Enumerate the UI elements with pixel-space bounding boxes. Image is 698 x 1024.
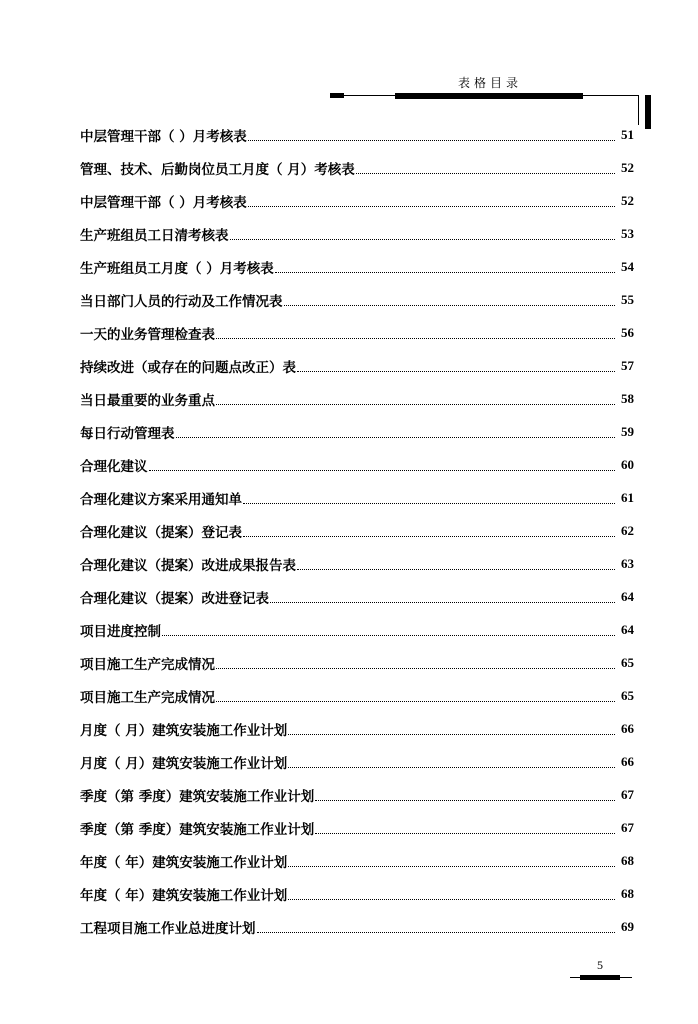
toc-entry-page: 52: [621, 159, 634, 175]
toc-dot-leader: [176, 427, 616, 438]
toc-dot-leader: [230, 229, 616, 240]
toc-entry[interactable]: [80, 778, 634, 811]
toc-entry[interactable]: [80, 283, 634, 316]
toc-entry-title: 季度（第 季度）建筑安装施工作业计划: [80, 821, 315, 838]
toc-entry[interactable]: [80, 745, 634, 778]
toc-dot-leader: [162, 625, 615, 636]
toc-entry[interactable]: [80, 844, 634, 877]
toc-entry-page: 53: [621, 225, 634, 241]
toc-dot-leader: [297, 361, 615, 372]
toc-entry-title: 管理、技术、后勤岗位员工月度（ 月）考核表: [80, 161, 355, 178]
toc-entry-title: 合理化建议方案采用通知单: [80, 491, 242, 508]
toc-entry[interactable]: [80, 613, 634, 646]
toc-entry[interactable]: [80, 910, 634, 943]
toc-dot-leader: [315, 823, 615, 834]
toc-entry-page: 59: [621, 423, 634, 439]
header-rule-vertical-thick: [645, 95, 651, 129]
toc-dot-leader: [297, 559, 615, 570]
toc-entry-page: 61: [621, 489, 634, 505]
toc-entry-title: 持续改进（或存在的问题点改正）表: [80, 359, 296, 376]
toc-entry[interactable]: [80, 679, 634, 712]
toc-entry-page: 52: [621, 192, 634, 208]
footer-rule-thick: [580, 975, 620, 980]
toc-entry-page: 60: [621, 456, 634, 472]
toc-entry-title: 一天的业务管理检查表: [80, 326, 215, 343]
toc-entry[interactable]: [80, 877, 634, 910]
toc-dot-leader: [270, 592, 615, 603]
header-rule-left-block: [330, 93, 344, 98]
toc-entry-page: 56: [621, 324, 634, 340]
toc-entry-page: 66: [621, 720, 634, 736]
toc-entry-title: 合理化建议（提案）登记表: [80, 524, 242, 541]
toc-dot-leader: [288, 889, 615, 900]
toc-entry-title: 项目进度控制: [80, 623, 161, 640]
toc-entry-title: 工程项目施工作业总进度计划: [80, 920, 256, 937]
toc-entry-title: 当日部门人员的行动及工作情况表: [80, 293, 283, 310]
toc-dot-leader: [243, 493, 615, 504]
header-rule-thick: [395, 93, 583, 99]
toc-dot-leader: [248, 196, 615, 207]
toc-entry-title: 年度（ 年）建筑安装施工作业计划: [80, 854, 288, 871]
footer-page-number: 5: [597, 958, 603, 972]
toc-entry-title: 中层管理干部（ ）月考核表: [80, 128, 247, 145]
toc-entry-page: 65: [621, 654, 634, 670]
toc-entry-title: 年度（ 年）建筑安装施工作业计划: [80, 887, 288, 904]
toc-entry[interactable]: [80, 646, 634, 679]
toc-entry-page: 55: [621, 291, 634, 307]
toc-entry-page: 57: [621, 357, 634, 373]
toc-entry[interactable]: [80, 349, 634, 382]
toc-dot-leader: [257, 922, 616, 933]
toc-entry-page: 64: [621, 621, 634, 637]
toc-entry-page: 68: [621, 885, 634, 901]
toc-entry[interactable]: [80, 382, 634, 415]
toc-dot-leader: [275, 262, 615, 273]
toc-entry-title: 每日行动管理表: [80, 425, 175, 442]
toc-entry-page: 65: [621, 687, 634, 703]
toc-dot-leader: [356, 163, 615, 174]
toc-dot-leader: [284, 295, 616, 306]
header-rule-vertical: [638, 95, 639, 125]
toc-entry[interactable]: [80, 118, 634, 151]
toc-entry[interactable]: [80, 217, 634, 250]
toc-entry-title: 季度（第 季度）建筑安装施工作业计划: [80, 788, 315, 805]
toc-entry-page: 64: [621, 588, 634, 604]
toc-entry-title: 合理化建议（提案）改进登记表: [80, 590, 269, 607]
toc-entry-title: 合理化建议（提案）改进成果报告表: [80, 557, 296, 574]
toc-dot-leader: [216, 328, 615, 339]
toc-entry-page: 69: [621, 918, 634, 934]
toc-entry-page: 51: [621, 126, 634, 142]
toc-entry[interactable]: [80, 415, 634, 448]
toc-entry-page: 67: [621, 819, 634, 835]
toc-entry-page: 68: [621, 852, 634, 868]
toc-entry[interactable]: [80, 316, 634, 349]
toc-entry[interactable]: [80, 580, 634, 613]
toc-entry[interactable]: [80, 712, 634, 745]
toc-entry-title: 生产班组员工日清考核表: [80, 227, 229, 244]
toc-entry[interactable]: [80, 151, 634, 184]
toc-dot-leader: [288, 724, 615, 735]
toc-entry-page: 62: [621, 522, 634, 538]
toc-entry-page: 54: [621, 258, 634, 274]
toc-dot-leader: [288, 757, 615, 768]
toc-entry-title: 合理化建议: [80, 458, 148, 475]
toc-dot-leader: [216, 394, 615, 405]
toc-entry-page: 63: [621, 555, 634, 571]
toc-dot-leader: [149, 460, 616, 471]
toc-entry-title: 生产班组员工月度（ ）月考核表: [80, 260, 274, 277]
toc-entry[interactable]: [80, 547, 634, 580]
toc-entry[interactable]: [80, 481, 634, 514]
toc-entry[interactable]: [80, 448, 634, 481]
toc-entry[interactable]: [80, 514, 634, 547]
toc-entry-page: 66: [621, 753, 634, 769]
toc-entry-title: 月度（ 月）建筑安装施工作业计划: [80, 722, 288, 739]
toc-entry[interactable]: [80, 811, 634, 844]
toc-dot-leader: [288, 856, 615, 867]
toc-entry[interactable]: [80, 250, 634, 283]
toc-entry-title: 项目施工生产完成情况: [80, 656, 215, 673]
toc-dot-leader: [248, 130, 615, 141]
toc-entry-page: 58: [621, 390, 634, 406]
toc-entry-page: 67: [621, 786, 634, 802]
toc-entry[interactable]: [80, 184, 634, 217]
toc-dot-leader: [315, 790, 615, 801]
toc-entry-title: 当日最重要的业务重点: [80, 392, 215, 409]
toc-entry-title: 中层管理干部（ ）月考核表: [80, 194, 247, 211]
header-title: 表格目录: [457, 76, 522, 90]
table-of-contents: [80, 118, 634, 943]
toc-entry-title: 月度（ 月）建筑安装施工作业计划: [80, 755, 288, 772]
toc-entry-title: 项目施工生产完成情况: [80, 689, 215, 706]
toc-dot-leader: [216, 691, 615, 702]
toc-dot-leader: [243, 526, 615, 537]
toc-dot-leader: [216, 658, 615, 669]
